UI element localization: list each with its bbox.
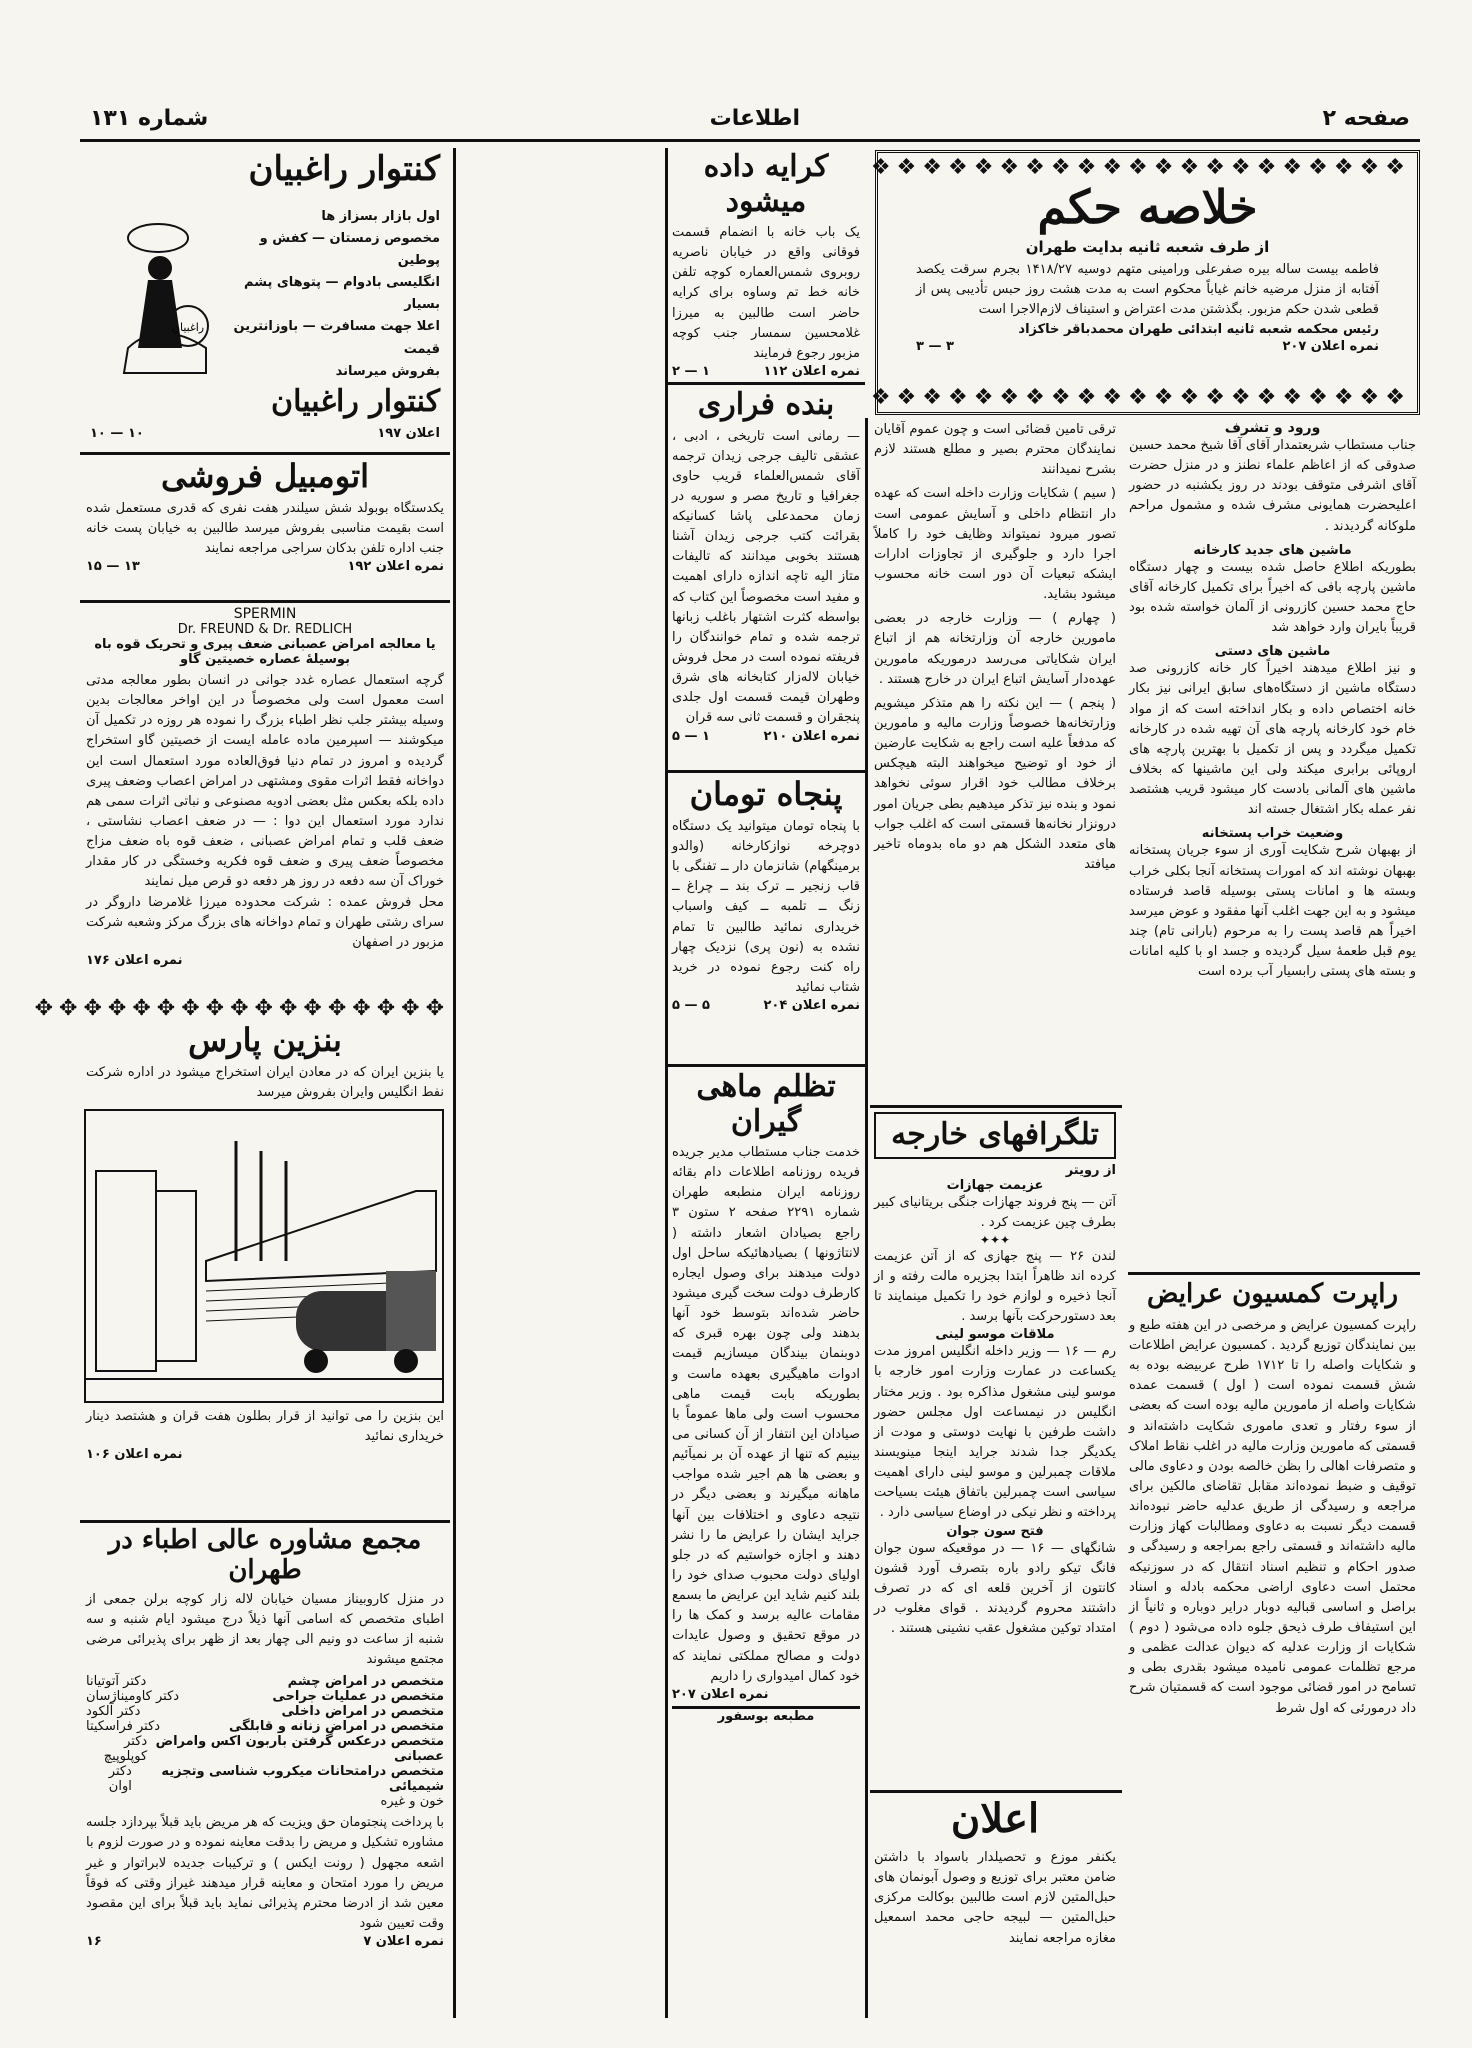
petrol-title: بنزین پارس xyxy=(188,1021,342,1059)
doctor-name: دکتر کوپلوپیچ xyxy=(103,1734,148,1765)
foreign-telegrams xyxy=(870,1112,1120,1792)
page-header xyxy=(80,98,1420,142)
doctor-name: دکتر کاومیناژسان xyxy=(86,1689,180,1705)
council-doctor-list xyxy=(86,1674,444,1809)
shop-footer-title: کنتوار راغبیان xyxy=(271,384,440,419)
petrol-ad xyxy=(80,1022,450,1522)
petrol-caption: این بنزین را می توانید از قرار بطلون هفت قران و هشتصد دینار خریداری نمائید xyxy=(86,1409,444,1445)
machines-body: و نیز اطلاع میدهند اخیراً کار خانه کازرونی صد دستگاه ماشین از دستگاه‌های سابق ایرانی نیز بکار خانه اختصاص داده و بکار انداخته است که از مواد خام خود کارخانه پارچه های آن تهیه شده در کارخانه تکمیل میگردد و پس از تکمیل با بهترین پارچه های اروپائی برابری میکند ولی این ماشینها که بخلاف ماشین های آلمانی بادست کار میشود قریب هشتصد نفر عمله بکار اشتغال جسته اند xyxy=(1129,661,1416,818)
bicycle-ad xyxy=(667,776,865,1066)
doctor-specialty: متخصص در امراض زنانه و قابلگی xyxy=(229,1719,444,1735)
novel-ad xyxy=(667,388,865,773)
section-rule xyxy=(667,382,865,385)
novel-count: ۱ — ۵ xyxy=(672,728,710,744)
telegram-source: از رویتر xyxy=(1065,1162,1116,1178)
fishermen-notice: نمره اعلان ۲۰۷ xyxy=(672,1686,769,1702)
shop-logo-illustration xyxy=(88,198,238,388)
ornament-border: ❖❖❖❖❖❖❖❖❖❖❖❖❖❖❖❖❖❖❖❖❖ xyxy=(870,385,1411,410)
doctor-row xyxy=(86,1734,444,1764)
section-rule xyxy=(667,770,865,773)
doctor-specialty: متخصص در عملیات جراحی xyxy=(272,1689,444,1705)
section-rule xyxy=(870,1105,1122,1108)
spermin-subtitle: یا معالجه امراض عصبانی ضعف پیری و تحریک قوه باه بوسیلهٔ عصاره خصیتین گاو xyxy=(94,637,436,667)
section-rule xyxy=(667,1064,865,1067)
doctor-row xyxy=(86,1689,444,1704)
shop-line: اعلا جهت مسافرت — باوزانترین قیمت xyxy=(233,319,440,357)
section-rule xyxy=(80,1520,450,1523)
bicycle-count: ۵ — ۵ xyxy=(672,998,710,1014)
doctor-name: دکتر فراسکیتا xyxy=(86,1719,161,1735)
spermin-notice: نمره اعلان ۱۷۶ xyxy=(86,952,183,968)
telegram-1-heading: عزیمت جهازات xyxy=(946,1177,1044,1193)
fishermen-title: تظلم ماهی گیران xyxy=(696,1069,836,1139)
petrol-body: یا بنزین ایران که در معادن ایران استخراج میشود در اداره شرکت نفط انگلیس وایران بفروش میرسد xyxy=(86,1064,444,1100)
rental-title: کرایه داده میشود xyxy=(703,149,829,219)
right-column-news xyxy=(1125,420,1420,1420)
council-footer: با پرداخت پنجتومان حق ویزیت که هر مریض باید قبلاً بپردازد جلسه مشاوره تشکیل و مریض را بدقت معاینه نموده و در صورت لزوم با اشعه مجهول ( رونت ایکس ) و ترکیبات جدیده لابراتوار و غیر مریض را مورد امتحان و معاینه قرار میدهند غیراز وقتی که فوقاً معین شد از ادرضا محترم پذیرائی نماید باید قبلاً برای این مقصود وقت تعیین شود xyxy=(86,1815,444,1932)
arrival-body: جناب مستطاب شریعتمدار آقای آقا شیخ محمد حسین صدوقی که از اعاظم علماء نطنز و در منزل حضرت آقای اشرفی متوقف بودند در روز یکشنبه در حضور اعلیحضرت همایونی مشرف شده و مشمول مراحم ملوکانه گردیدند . xyxy=(1129,438,1416,534)
shop-ad xyxy=(80,150,450,450)
council-title: مجمع مشاوره عالی اطباء در طهران xyxy=(108,1525,422,1585)
telegrams-title: تلگرافهای خارجه xyxy=(874,1112,1116,1159)
refinery-train-illustration xyxy=(84,1109,444,1403)
job-notice xyxy=(870,1796,1120,2016)
petrol-notice: نمره اعلان ۱۰۶ xyxy=(86,1447,183,1463)
spermin-body: گرچه استعمال عصاره غدد جوانی در انسان بطور معالجه مدتی است معمول است ولی مخصوصاً در این اواخر معالجات بدین وسیله بیشتر جلب نظر اطباء بزرگ را نموده هر روزه در تکمیل آن میکوشند — اسپرمین ماده عامله ایست از خصیتین گاو استخراج گردیده و امروز در تمام دنیا فوق‌العاده مورد استعمال است این دواخانه فقط اثرات مقوی ومشتهی در امراض اعصاب وضعف پیری داده بلکه بعکس مثل بعضی ادویه مصنوعی و نباتی اثرات سمی هم ندارد مورد استعمال این دوا : — در ضعف اعصاب نشاستی ، ضعف قلب و تمام امراض عصبانی ، ضعف قوه باه ضعف مزاج مخصوصاً ضعف پیری و ضعف قوه فکریه وخستگی در کار مقدار خوراک آن سه دفعه در روز هر دفعه دو قرص میل نمایند xyxy=(86,673,444,890)
notice-body: یکنفر موزع و تحصیلدار باسواد با داشتن ضامن معتبر برای توزیع و وصول آبونمان های حبل‌المتین لازم است طالبین بوکالت مرکزی حبل‌المتین — لبیجه حاجی محمد اسمعیل مغازه مراجعه نمایند xyxy=(874,1850,1116,1946)
doctor-specialty: متخصص درعکس گرفتن باربون اکس وامراض عصبانی xyxy=(155,1734,444,1765)
telegram-3-body: رم — ۱۶ — وزیر داخله انگلیس امروز مدت یکساعت در عمارت وزارت امور خارجه با موسو لینی مشغول مذاکره بود . وزیر مختار انگلیس در نیمساعت اول مجلس حضور داشت طرفین با نهایت دوستی و مودت از یکدیگر جدا شدند جراید اینجا مینویسند ملاقات چمبرلین و موسو لینی دارای اهمیت سیاسی است چمبرلین باتفاق هیئت بسیاحت پرداخته و نظر نیکی در اوضاع سیاسی دارد . xyxy=(874,1344,1117,1521)
doctor-row xyxy=(86,1674,444,1689)
car-sale-title: اتومبیل فروشی xyxy=(160,457,370,495)
continued-body: ترقی تامین قضائی است و چون عموم آقایان نمایندگان محترم بصیر و مطلع هستند لازم بشرح نمیدانند xyxy=(874,422,1116,478)
verdict-body: فاطمه بیست ساله بیره صفرعلی ورامینی متهم دوسیه ۱۴۱۸/۲۷ بجرم سرقت یکصد آفتابه از منزل مرضیه خانم غیاباً محکوم است به مدت هشت روز حبس تأدیبی پس از قطعی شدن حکم مزبور. بگذشتن مدت اعتراض و استیناف لازم‌الاجرا است xyxy=(916,261,1379,318)
post-office-body: از بهبهان شرح شکایت آوری از سوء جریان پستخانه بهبهان نوشته اند که امورات پستخانه آنجا بکلی خراب وبسته ها و امانات پستی بوسیله قاصد فرستاده میشود و به این جهت اغلب آنها مفقود و عوض میرسد اخیراً هم قاصد پست را به مرحوم (بارانی تام) چند یوم قبل طعمهٔ سیل گردیده و جسد او با کلیه امانات و بسته های پستی رابسیار آب برده است xyxy=(1129,843,1416,980)
section-rule xyxy=(80,600,450,603)
medical-council-ad xyxy=(80,1526,450,2026)
shop-line: انگلیسی بادوام — پتوهای پشم بسیار xyxy=(244,275,440,313)
council-notice: نمره اعلان ۷ xyxy=(363,1934,444,1950)
shop-line: بفروش میرساند xyxy=(335,363,440,379)
doctor-specialty: متخصص در امراض داخلی xyxy=(281,1704,444,1720)
telegram-3-heading: ملاقات موسو لینی xyxy=(935,1327,1055,1343)
novel-notice: نمره اعلان ۲۱۰ xyxy=(763,728,860,744)
ornament-border: ❖❖❖❖❖❖❖❖❖❖❖❖❖❖❖❖❖❖❖❖❖ xyxy=(870,155,1411,180)
fishermen-letter xyxy=(667,1070,865,2020)
council-intro: در منزل کاروبیناز مسیان خیابان لاله زار کوچه برلن جمعی از اطبای متخصص که اسامی آنها ذیلاً درج میشود ایام شنبه و سه شنبه از ساعت دو ونیم الی چهار بعد از ظهر برای پذیرائی مرضی مجتمع میشوند xyxy=(86,1591,444,1668)
third-complaint: ( سیم ) شکایات وزارت داخله است که عهده دار انتظام داخلی و آسایش عمومی است تصور میرود نمیتواند وظایف خود را کاملاً اجرا دارد و جلوگیری از تجاوزات ادارات ایشکه تبعیات آن دور است خانه محسوب میشود بشاید. xyxy=(874,486,1116,603)
press-name: مطبعه بوسفور xyxy=(717,1708,815,1724)
spermin-ad xyxy=(80,606,450,996)
verdict-subtitle: از طرف شعبه ثانیه بدایت طهران xyxy=(1025,237,1270,256)
arrival-heading: ورود و تشرف xyxy=(1224,420,1321,436)
newspaper-name: اطلاعات xyxy=(709,106,800,131)
doctor-name: دکتر آلکود xyxy=(86,1704,141,1720)
rental-body: یک باب خانه با انضمام قسمت فوقانی واقع در خیابان ناصریه روبروی شمس‌العماره کوچه تلفن خانه خط تم وساوه برای کرایه حاضر است طالبین به میرزا غلامحسین سمسار جنب کوچه مزبور رجوع فرمایند xyxy=(672,225,860,361)
fishermen-body: خدمت جناب مستطاب مدیر جریده فریده روزنامه اطلاعات دام بقائه روزنامه ایران منطبعه طهران شماره ۲۲۹۱ صفحه ۲ ستون ۳ راجع بصیادان اشعار داشته ( لانتاژونها ) بصیادهائیکه ساحل اول دولت میدهند برای وصول ایجاره کارطرف دولت سخت گیری میشود حاضر شده‌اند بتوسط خود آنها بدهند ولی چون بهره قبرى که دوبنمان بیندگان میسازیم قیمت ادوات ماهیگیری بعهده ماست و بطوریکه بابت قیمت ماهی محسوب است ولی ماها عموماً با صیادان این انتفار از آن کسانی می بینیم که تنها از عهده آن بر نمیآئیم و بعضی ها هم اجیر شده مواجب ماهانه میگیرند و بعضی دیگر در نتیجه دعاوی و اختلافات بین آنها جراید ایشان را عرایض ما را نشر دهند و اجازه خواستیم که در جلو اولیای دولت محبوب صدای خود را بلند کنیم شاید این عرایض ما بسمع مقامات عالیه برسد و کمک ها را در موقع تحقیق و وصول عایدات دولت و مصالح مملکتی نمایند که خود کمال امیدواری را داریم xyxy=(672,1145,861,1684)
spermin-brand: SPERMIN xyxy=(233,606,297,622)
issue-number: شماره ۱۳۱ xyxy=(90,106,209,131)
council-count: ۱۶ xyxy=(86,1934,102,1950)
doctor-row xyxy=(86,1704,444,1719)
section-rule xyxy=(870,1790,1122,1793)
car-sale-ad xyxy=(80,458,450,598)
shop-lines xyxy=(230,206,440,383)
verdict-box xyxy=(870,150,1420,415)
verdict-count: ۳ — ۳ xyxy=(916,339,954,355)
novel-title: بنده فراری xyxy=(697,387,835,422)
commission-body: راپرت کمسیون عرایض و مرخصی در این هفته طبع و بین نمایندگان توزیع گردید . کمسیون عرایض اطلاعات و شکایات واصله را تا ۱۷۱۲ طرح عربیضه بوده به شش قسمت نموده است ( اول ) قسمت عمده شکایات واصله از مامورین مالیه بوده است که بعضی از سوء رفتار و تعدی ماموری شکایت داشته‌اند و قسمتی که مامورین وزارت مالیه در اغلب نقاط املاک و متصرفات اهالی را بظن خالصه بودن و دعاوی مالی توقیف و ضبط نموده‌اند مقابل تقاضای مالکین برای مراجعه و رسیدگی از طریق عدلیه حاضر نبوده‌اند قسمت دیگر نسبت به دعاوی ومطالبات کهاز وزارت مالیه داشته‌اند و قسمتی راجع بمراجعه و رسیدگی و صدور احکام و تنظیم اسناد انتقال که در سوزنیکه محتمل است دعاوی اراضی محکمه بادله و اسناد براصل و اساسی قبالیه دوبار درایر دوباره و ثانیاً از این استیفاف طرف ذیحق جلوه داده می‌شود ( دوم ) شکایات از وزارت عدلیه که دیوان عدالت عظمی و مرجع تظلمات عمومی نامیده میشود بقدری بطی و تسامح در امور قضائی موجود است که قسمتیان شرح داد درمورئی که اول شرط xyxy=(1129,1317,1416,1716)
fourth-complaint: ( چهارم ) — وزارت خارجه در بعضی مامورین خارجه آن وزارتخانه هم از اتباع ایران شکایاتی می‌رسد درموریکه مامورین عهده‌دار آسایش اتباع ایران در خارج هستند . xyxy=(874,611,1116,687)
doctor-name: دکتر آتوتیانا xyxy=(86,1674,147,1690)
factory-body: بطوریکه اطلاع حاصل شده بیست و چهار دستگاه ماشین پارچه بافی که اخیراً برای تکمیل کارخانه آقای حاج محمد حسین کازرونی از آلمان خواسته شده بود قریباً بایران وارد خواهد شد xyxy=(1129,559,1416,636)
spermin-agent: محل فروش عمده : شرکت محدوده میرزا غلامرضا داروگر در سرای رشتی طهران و تمام دواخانه های بزرگ مرکز وشعبه شرکت مزبور در اصفهان xyxy=(85,894,444,950)
council-extra: خون و غیره xyxy=(380,1794,444,1810)
spermin-doctors: Dr. FREUND & Dr. REDLICH xyxy=(177,622,353,637)
telegram-4-body: شانگهای — ۱۶ — در موقعیکه سون جوان فانگ تیکو رادو باره بتصرف آورد قشون کانتون از آخرین قلعه ای که در تصرف داشتند محروم گردیدند . قوای مغلوب در امتداد توکین مشغول عقب نشینی هستند . xyxy=(874,1540,1117,1637)
machines-heading: ماشین های دستی xyxy=(1214,644,1331,660)
telegram-4-heading: فتح سون جوان xyxy=(946,1523,1044,1539)
shop-notice: اعلان ۱۹۷ xyxy=(377,426,440,441)
section-rule xyxy=(672,1706,860,1709)
section-rule xyxy=(1128,1272,1420,1275)
bicycle-title: پنجاه تومان xyxy=(689,775,843,813)
commission-report xyxy=(1125,1280,1420,2020)
shop-line: مخصوص زمستان — کفش و پوطین xyxy=(259,231,440,269)
column-rule xyxy=(453,148,456,2018)
car-sale-body: یکدستگاه بوبولد شش سیلندر هفت نفری که قدری مستعمل شده است بقیمت مناسبی بفروش میرسد طالبین به خیابان پست خانه جنب اداره تلفن بدکان سراجی مراجعه نمایند xyxy=(86,500,444,557)
shop-title: کنتوار راغبیان xyxy=(248,149,440,189)
rental-ad xyxy=(667,150,865,385)
doctor-row xyxy=(86,1719,444,1734)
factory-heading: ماشین های جدید کارخانه xyxy=(1193,542,1352,558)
shop-logo-text: راغبیان xyxy=(171,321,205,334)
page-number: صفحه ۲ xyxy=(1322,106,1410,131)
doctor-specialty: متخصص در امراض چشم xyxy=(287,1674,444,1690)
doctor-name: دکتر اوان xyxy=(108,1764,132,1795)
novel-body: — رمانی است تاریخی ، ادبی ، عشقی تالیف جرجی زیدان ترجمه آقای شمس‌العلماء قریب حاوی جغرافیا و تاریخ مصر و سوریه در زمان محمدعلی پاشا کسانیکه بقرائت کتب جرجی زیدان آشنا هستند بخوبی میدانند که تالیفات متاز الیه تاچه اندازه دارای اهمیت و مفید است مخصوصاً این کتاب که بواسطه کثرت اشتهار باغلب زبانها ترجمه شده و تمام خوانندگان را فریفته نموده است در محل فروش خیابان لاله‌زار کتابخانه های شرق وطهران قیمت قسمت اول جلدی پنجقران و قسمت ثانی سه قران xyxy=(672,428,860,726)
telegram-2-body: لندن ۲۶ — پنج جهازی که از آتن عزیمت کرده اند ظاهراً ابتدا بجزیره مالت رفته و از آنجا ذخیره و لوازم خود را تکمیل مینمایند تا بعد دستورحرکت بآنها برسد . xyxy=(874,1248,1116,1325)
fifth-complaint: ( پنجم ) — این نکته را هم متذکر میشویم وزارتخانه‌ها خصوصاً وزارت مالیه و مامورین که مدفعاً علیه است راجع به شکایت عارضین از خود او توضیح میخواهند البته هیچکس برخلاف مطالب خود اقرار سوئی نخواهد نمود و بنده نیز تذکر میدهیم بطی جریان امور درونزار نخانه‌ها قسمتی است که اغلب جواب های متعدد الشکل هم دو ماه بدوماه تاخیر میافتد xyxy=(874,695,1116,872)
verdict-title: خلاصه حکم xyxy=(1037,180,1258,234)
notice-title: اعلان xyxy=(950,1795,1040,1842)
doctor-specialty: متخصص درامتحانات میکروب شناسی وتجزیه شیمیائی xyxy=(161,1764,444,1795)
shop-count: ۱۰ — ۱۰ xyxy=(90,426,144,441)
commission-title: راپرت کمسیون عرایض xyxy=(1146,1279,1399,1309)
ornament-border: ✥✥✥✥✥✥✥✥✥✥✥✥✥✥✥✥✥ xyxy=(34,996,450,1021)
verdict-notice: نمره اعلان ۲۰۷ xyxy=(1282,339,1379,355)
post-office-heading: وضعیت خراب پستخانه xyxy=(1201,826,1344,842)
rental-count: ۱ — ۲ xyxy=(672,363,710,379)
car-sale-notice: نمره اعلان ۱۹۲ xyxy=(347,559,444,575)
column-rule xyxy=(865,418,868,2018)
bicycle-notice: نمره اعلان ۲۰۴ xyxy=(763,998,860,1014)
shop-line: اول بازار بسزاز ها xyxy=(321,209,440,224)
commission-continued xyxy=(870,420,1120,1110)
doctor-row xyxy=(86,1764,444,1794)
separator-stars: ✦✦✦ xyxy=(979,1232,1011,1247)
bicycle-body: با پنجاه تومان میتوانید یک دستگاه دوچرخه نوازکارخانه (والدو برمینگهام) شانزمان دار ــ تفنگی با قاب زنجیر ــ ترک بند ــ چراغ ــ زنگ ــ تلمبه ــ کیف واسباب خریداری نمائید طالبین تا تمام نشده به (نون پری) نزدیک چهار راه کنت رجوع نموده در خرید شتاب نمائید xyxy=(672,818,860,995)
section-rule xyxy=(80,452,450,455)
telegram-1-body: آتن — پنج فروند جهازات جنگی بریتانیای کبیر بطرف چین عزیمت کرد . xyxy=(874,1194,1116,1230)
car-sale-count: ۱۳ — ۱۵ xyxy=(86,559,140,575)
verdict-signature: رئیس محکمه شعبه ثانیه ابتدائی طهران محمدباقر خاکزاد xyxy=(1018,322,1379,338)
rental-notice: نمره اعلان ۱۱۲ xyxy=(763,363,860,379)
